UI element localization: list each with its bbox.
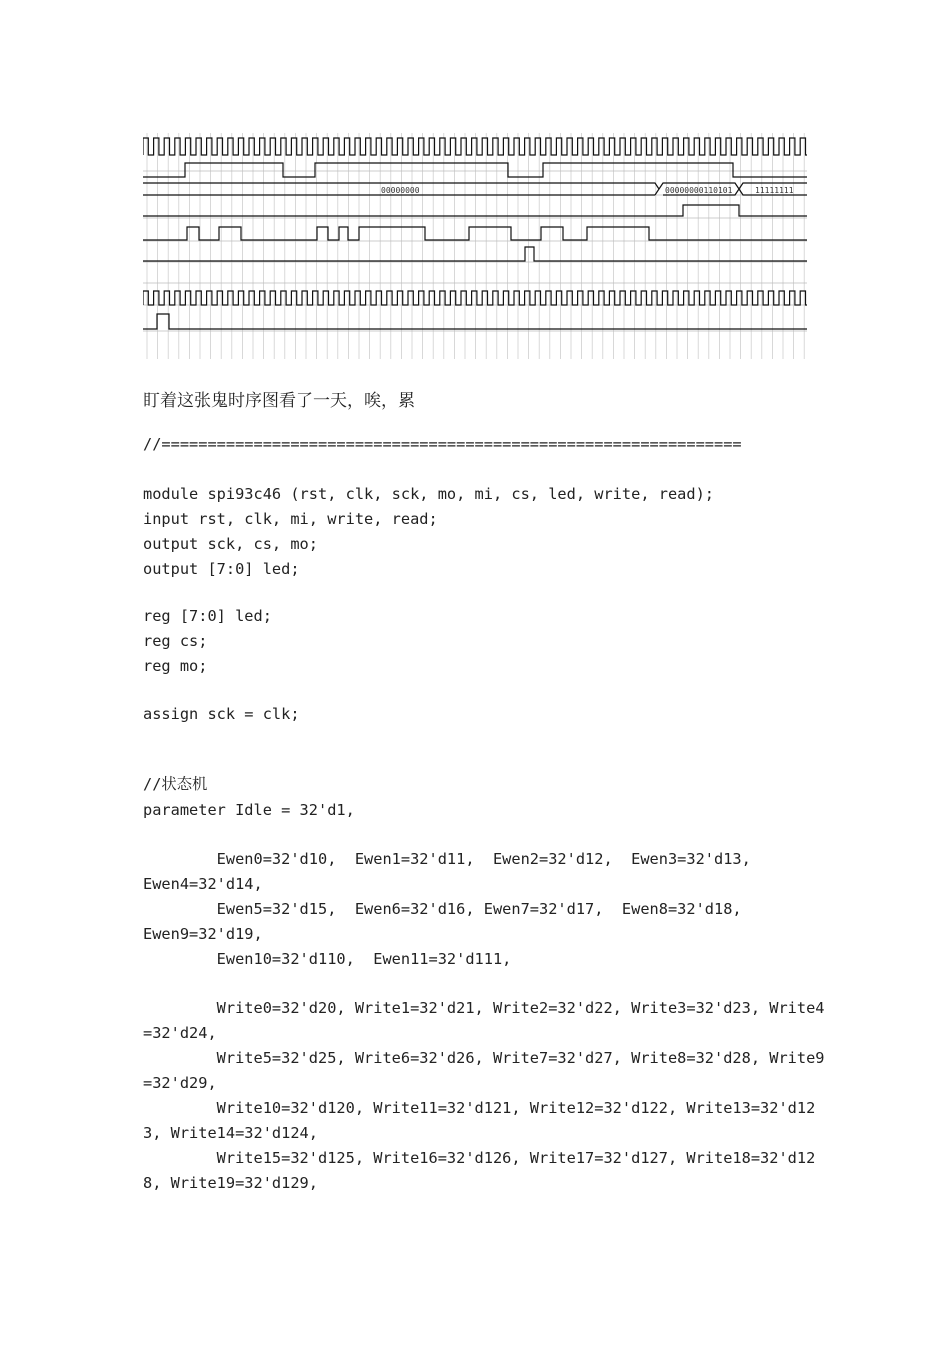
code-write-line-3: Write10=32'd120, Write11=32'd121, Write12=32'd122, Write13=32'd12 — [143, 1099, 816, 1117]
code-module: module spi93c46 (rst, clk, sck, mo, mi, cs, led, write, read); — [143, 485, 714, 503]
code-write-line-2b: =32'd29, — [143, 1074, 217, 1092]
caption: 盯着这张鬼时序图看了一天，唉，累 — [143, 391, 415, 411]
code-input: input rst, clk, mi, write, read; — [143, 510, 438, 528]
code-reg-cs: reg cs; — [143, 632, 208, 650]
code-fsm-comment: //状态机 — [143, 775, 208, 793]
separator-comment: //=============================================================== — [143, 435, 742, 453]
code-write-line-4b: 8, Write19=32'd129, — [143, 1174, 318, 1192]
code-output-2: output [7:0] led; — [143, 560, 300, 578]
code-write-line-2: Write5=32'd25, Write6=32'd26, Write7=32'd27, Write8=32'd28, Write9 — [143, 1049, 825, 1067]
code-ewen-line-2b: Ewen9=32'd19, — [143, 925, 263, 943]
code-parameter: parameter Idle = 32'd1, — [143, 801, 355, 819]
code-output-1: output sck, cs, mo; — [143, 535, 318, 553]
code-reg-mo: reg mo; — [143, 657, 208, 675]
code-reg-led: reg [7:0] led; — [143, 607, 272, 625]
grid-lines — [147, 133, 804, 359]
code-assign: assign sck = clk; — [143, 705, 300, 723]
code-write-line-1b: =32'd24, — [143, 1024, 217, 1042]
code-write-line-3b: 3, Write14=32'd124, — [143, 1124, 318, 1142]
bus-label-3: 11111111 — [755, 186, 794, 195]
code-write-line-4: Write15=32'd125, Write16=32'd126, Write17=32'd127, Write18=32'd12 — [143, 1149, 816, 1167]
code-ewen-line-3: Ewen10=32'd110, Ewen11=32'd111, — [143, 950, 512, 968]
code-ewen-line-1: Ewen0=32'd10, Ewen1=32'd11, Ewen2=32'd12, Ewen3=32'd13, — [143, 850, 751, 868]
timing-diagram — [143, 133, 807, 359]
code-ewen-line-2: Ewen5=32'd15, Ewen6=32'd16, Ewen7=32'd17, Ewen8=32'd18, — [143, 900, 742, 918]
bus-label-1: 00000000 — [381, 186, 420, 195]
code-write-line-1: Write0=32'd20, Write1=32'd21, Write2=32'd22, Write3=32'd23, Write4 — [143, 999, 825, 1017]
code-ewen-line-1b: Ewen4=32'd14, — [143, 875, 263, 893]
timing-grid — [143, 133, 807, 359]
bus-label-2: 00000000110101 — [665, 186, 733, 195]
